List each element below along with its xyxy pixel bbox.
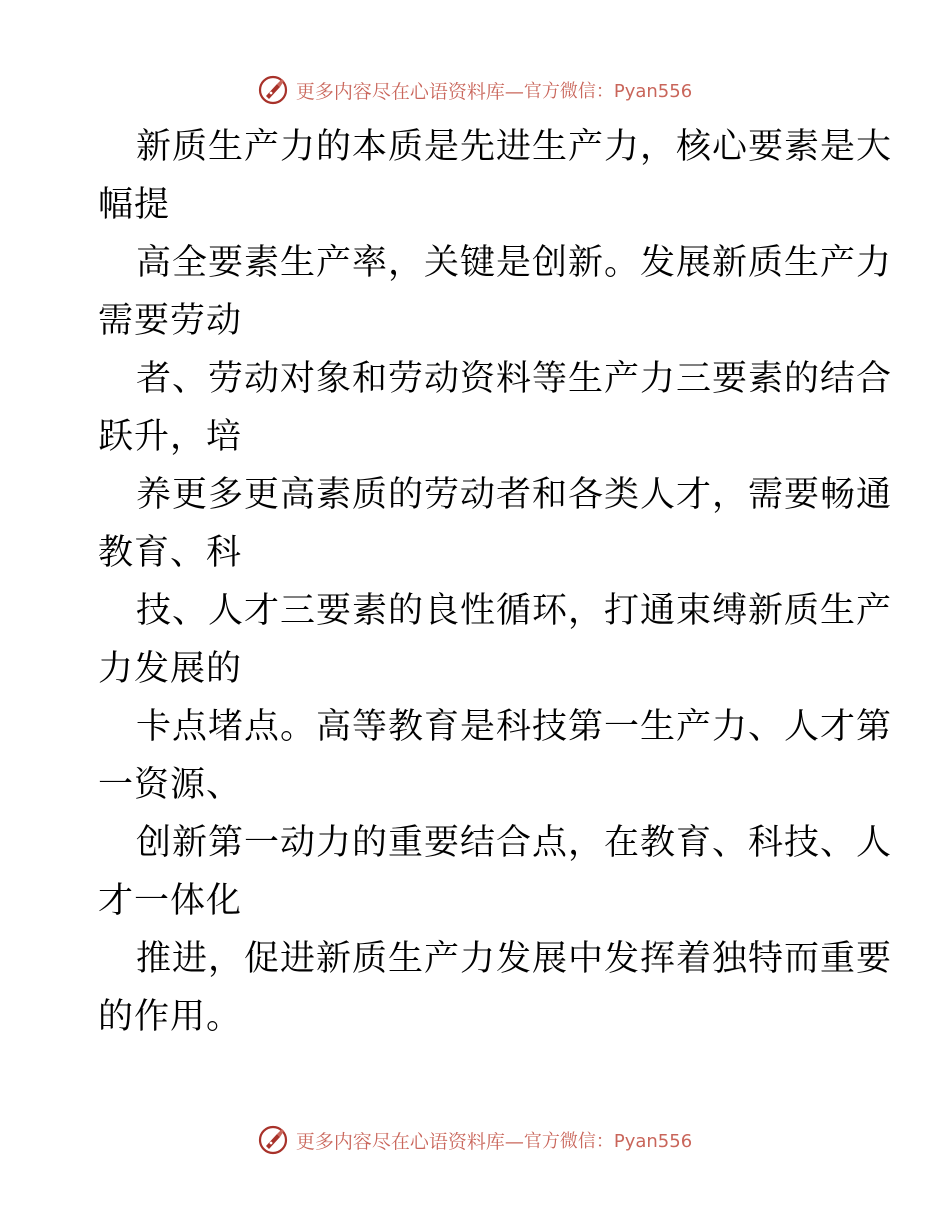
header-banner-wechat: 官方微信：Pyan556 [523, 81, 693, 102]
footer-banner [0, 1120, 950, 1160]
header-banner-text: 更多内容尽在心语资料库— [295, 80, 524, 103]
document-body [98, 118, 893, 1046]
body-line: 的作用。 [98, 997, 243, 1037]
pen-nib-logo-icon [258, 1125, 288, 1155]
pen-nib-logo-icon [258, 75, 288, 105]
footer-banner-wechat: 官方微信：Pyan556 [523, 1131, 693, 1152]
footer-banner-text: 更多内容尽在心语资料库— [295, 1130, 524, 1153]
body-line: 创新第一动力的重要结合点，在教育、科技、人 [136, 823, 893, 863]
body-line: 推进，促进新质生产力发展中发挥着独特而重要 [136, 939, 893, 979]
body-line: 者、劳动对象和劳动资料等生产力三要素的结合 [136, 359, 893, 399]
body-line: 才一体化 [98, 881, 243, 921]
body-line: 卡点堵点。高等教育是科技第一生产力、人才第 [136, 707, 893, 747]
body-line: 高全要素生产率，关键是创新。发展新质生产力 [136, 243, 893, 283]
body-line: 力发展的 [98, 649, 243, 689]
body-line: 跃升，培 [98, 417, 243, 457]
body-line: 技、人才三要素的良性循环，打通束缚新质生产 [136, 591, 893, 631]
body-line: 一资源、 [98, 765, 243, 805]
body-line: 养更多更高素质的劳动者和各类人才，需要畅通 [136, 475, 893, 515]
body-line: 需要劳动 [98, 301, 243, 341]
body-line: 新质生产力的本质是先进生产力，核心要素是大 [136, 127, 893, 167]
header-banner [0, 70, 950, 110]
body-line: 教育、科 [98, 533, 243, 573]
body-line: 幅提 [98, 185, 171, 225]
